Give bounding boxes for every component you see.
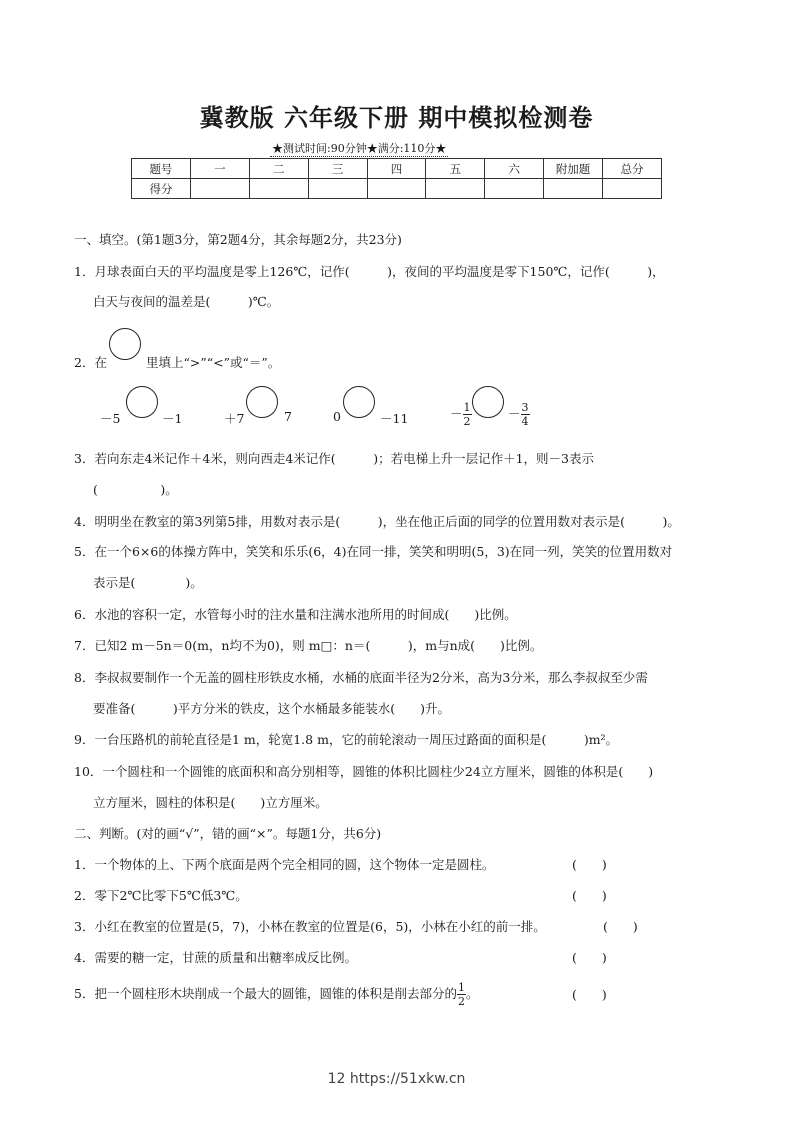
exam-info: ★测试时间:90分钟★满分:110分★ (272, 142, 447, 155)
judge-answer-5[interactable]: ( ) (572, 987, 607, 1002)
score-cell[interactable] (544, 179, 603, 199)
score-cell[interactable] (190, 179, 249, 199)
score-cell[interactable] (426, 179, 485, 199)
score-cell[interactable] (603, 179, 662, 199)
score-header-cell: 二 (249, 159, 308, 179)
judge-item-1: 1．一个物体的上、下两个底面是两个完全相同的圆，这个物体一定是圆柱。 (74, 857, 495, 872)
section2-heading: 二、判断。(对的画“√”，错的画“×”。每题1分，共6分) (74, 826, 382, 841)
fraction-one-half (457, 981, 466, 1008)
score-header-cell: 附加题 (544, 159, 603, 179)
judge-item-5-tail: 。 (465, 986, 479, 1001)
section1-heading: 一、填空。(第1题3分，第2题4分，其余每题2分，共23分) (74, 232, 402, 247)
question-5-line-1: 5．在一个6×6的体操方阵中，笑笑和乐乐(6，4)在同一排，笑笑和明明(5，3)在同一列，笑笑的位置用数对 (74, 544, 673, 559)
score-header-cell: 一 (190, 159, 249, 179)
right-sign: － (508, 406, 521, 421)
fraction-numerator: 1 (463, 401, 471, 414)
fraction-denominator: 4 (521, 415, 529, 428)
judge-item-2: 2．零下2℃比零下5℃低3℃。 (74, 888, 248, 903)
fraction-denominator: 2 (463, 415, 471, 428)
page-title: 冀教版 六年级下册 期中模拟检测卷 (199, 104, 594, 132)
judge-answer-4[interactable]: ( ) (572, 950, 607, 965)
compare-left-3: 0 (333, 409, 341, 424)
score-header-cell: 三 (308, 159, 367, 179)
score-cell[interactable] (485, 179, 544, 199)
judge-item-4: 4．需要的糖一定，甘蔗的质量和出糖率成反比例。 (74, 950, 357, 965)
judge-item-5 (74, 981, 478, 1008)
judge-item-3: 3．小红在教室的位置是(5，7)，小林在教室的位置是(6，5)，小林在小红的前一排。 (74, 919, 546, 934)
judge-answer-2[interactable]: ( ) (572, 888, 607, 903)
score-header-cell: 题号 (132, 159, 191, 179)
compare-right-1: －1 (162, 411, 183, 426)
question-4: 4．明明坐在教室的第3列第5排，用数对表示是( )，坐在他正后面的同学的位置用数对表示是( )。 (74, 514, 680, 529)
score-table (131, 158, 662, 199)
answer-circle-4[interactable] (472, 386, 504, 418)
fraction-one-half (463, 401, 472, 428)
judge-item-5-text: 5．把一个圆柱形木块削成一个最大的圆锥，圆锥的体积是削去部分的 (74, 986, 457, 1001)
question-5-line-2: 表示是( )。 (93, 575, 203, 590)
question-2-instruction: 里填上“>”“<”或“＝”。 (146, 355, 281, 370)
compare-left-4 (450, 401, 472, 428)
answer-circle-2[interactable] (246, 386, 278, 418)
question-3-line-1: 3．若向东走4米记作＋4米，则向西走4米记作( )；若电梯上升一层记作＋1，则－3表示 (74, 451, 594, 466)
score-row-label: 得分 (132, 179, 191, 199)
question-8-line-1: 8．李叔叔要制作一个无盖的圆柱形铁皮水桶，水桶的底面半径为2分米，高为3分米，那么李叔叔至少需 (74, 670, 648, 685)
question-1-line-1: 1．月球表面白天的平均温度是零上126℃，记作( )，夜间的平均温度是零下150℃，记作( )， (74, 264, 665, 279)
compare-left-1: －5 (100, 411, 121, 426)
question-2-prefix: 2．在 (74, 355, 107, 370)
question-3-line-2: ( )。 (93, 482, 178, 497)
fraction-numerator: 1 (457, 981, 465, 994)
score-header-cell: 五 (426, 159, 485, 179)
left-sign: － (450, 406, 463, 421)
score-cell[interactable] (249, 179, 308, 199)
score-header-cell: 四 (367, 159, 426, 179)
compare-left-2: ＋7 (224, 411, 245, 426)
score-cell[interactable] (308, 179, 367, 199)
compare-right-3: －11 (380, 411, 409, 426)
question-9: 9．一台压路机的前轮直径是1 m，轮宽1.8 m，它的前轮滚动一周压过路面的面积是( )m²。 (74, 732, 619, 747)
fraction-numerator: 3 (521, 401, 529, 414)
score-table-score-row (132, 179, 662, 199)
question-8-line-2: 要准备( )平方分米的铁皮，这个水桶最多能装水( )升。 (93, 701, 451, 716)
score-table-header-row (132, 159, 662, 179)
question-6: 6．水池的容积一定，水管每小时的注水量和注满水池所用的时间成( )比例。 (74, 607, 517, 622)
answer-circle-3[interactable] (343, 386, 375, 418)
score-cell[interactable] (367, 179, 426, 199)
page-footer: 12 https://51xkw.cn (327, 1071, 466, 1087)
compare-right-4 (508, 401, 530, 428)
answer-circle-1[interactable] (126, 386, 158, 418)
question-10-line-1: 10．一个圆柱和一个圆锥的底面积和高分别相等，圆锥的体积比圆柱少24立方厘米，圆锥的体积是( ) (74, 764, 654, 779)
question-1-line-2: 白天与夜间的温差是( )℃。 (93, 294, 280, 309)
compare-right-2: 7 (284, 409, 292, 424)
fraction-denominator: 2 (457, 995, 465, 1008)
judge-answer-1[interactable]: ( ) (572, 857, 607, 872)
question-10-line-2: 立方厘米，圆柱的体积是( )立方厘米。 (93, 795, 328, 810)
example-circle (109, 328, 141, 360)
fraction-three-quarters (521, 401, 530, 428)
question-7: 7．已知2 m－5n＝0(m，n均不为0)，则 m□：n＝( )，m与n成( )比例。 (74, 638, 543, 653)
score-header-cell: 六 (485, 159, 544, 179)
judge-answer-3[interactable]: ( ) (603, 919, 638, 934)
score-header-cell: 总分 (603, 159, 662, 179)
